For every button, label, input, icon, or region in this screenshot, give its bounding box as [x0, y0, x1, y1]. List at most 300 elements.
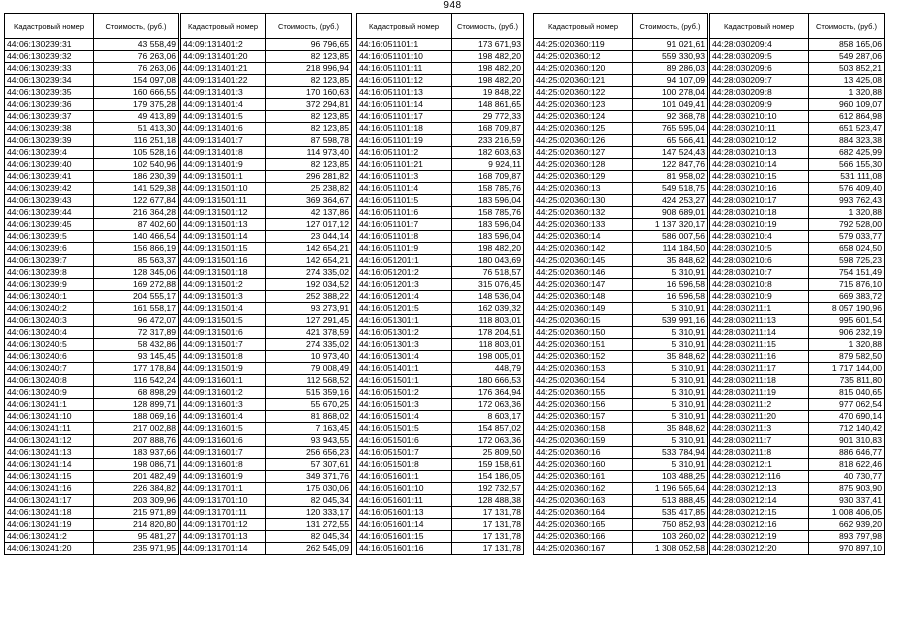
table-row — [181, 99, 352, 111]
cost-cell: 100 278,04 — [633, 87, 708, 99]
cadastral-number-cell: 44:28:030211:19 — [710, 387, 809, 399]
table-row — [534, 87, 708, 99]
cadastral-number-cell: 44:06:130240:4 — [5, 327, 94, 339]
cadastral-number-cell: 44:25:020360:120 — [534, 63, 633, 75]
cadastral-number-cell: 44:25:020360:148 — [534, 291, 633, 303]
cost-cell: 42 137,86 — [266, 207, 352, 219]
cost-cell: 1 308 052,58 — [633, 543, 708, 555]
cost-cell: 87 402,60 — [94, 219, 179, 231]
cadastral-number-cell: 44:09:131501:2 — [181, 279, 266, 291]
cost-cell: 82 123,85 — [266, 51, 352, 63]
cadastral-number-cell: 44:06:130239:42 — [5, 183, 94, 195]
cadastral-number-cell: 44:25:020360:156 — [534, 399, 633, 411]
cadastral-number-cell: 44:09:131601:4 — [181, 411, 266, 423]
cadastral-number-cell: 44:09:131501:8 — [181, 351, 266, 363]
table-row — [534, 531, 708, 543]
cost-cell: 175 030,06 — [266, 483, 352, 495]
cadastral-number-cell: 44:25:020360:163 — [534, 495, 633, 507]
cost-cell: 586 007,56 — [633, 231, 708, 243]
table-row — [181, 447, 352, 459]
table-row — [710, 423, 885, 435]
cadastral-number-cell: 44:09:131401:5 — [181, 111, 266, 123]
cadastral-number-cell: 44:06:130239:6 — [5, 243, 94, 255]
table-row — [5, 471, 179, 483]
table-row — [357, 339, 524, 351]
cost-cell: 906 232,19 — [809, 327, 885, 339]
cadastral-number-cell: 44:25:020360:129 — [534, 171, 633, 183]
cost-cell: 651 523,47 — [809, 123, 885, 135]
table-row — [181, 255, 352, 267]
cost-table-1 — [4, 13, 179, 555]
cadastral-number-cell: 44:28:030212:1 — [710, 459, 809, 471]
cost-cell: 815 040,65 — [809, 387, 885, 399]
cost-cell: 154 857,02 — [452, 423, 524, 435]
cadastral-number-cell: 44:28:030210:19 — [710, 219, 809, 231]
table-row — [710, 39, 885, 51]
cadastral-number-cell: 44:25:020360:15 — [534, 315, 633, 327]
cadastral-number-cell: 44:06:130239:43 — [5, 195, 94, 207]
cost-cell: 662 939,20 — [809, 519, 885, 531]
cadastral-number-cell: 44:28:030210:10 — [710, 111, 809, 123]
cost-cell: 207 888,76 — [94, 435, 179, 447]
cost-table-3 — [356, 13, 524, 555]
table-row — [534, 75, 708, 87]
table-row — [5, 339, 179, 351]
table-row — [5, 423, 179, 435]
table-row — [710, 531, 885, 543]
cadastral-number-cell: 44:25:020360:128 — [534, 159, 633, 171]
cadastral-number-cell: 44:06:130239:41 — [5, 171, 94, 183]
cadastral-number-cell: 44:06:130241:13 — [5, 447, 94, 459]
cost-cell: 51 413,30 — [94, 123, 179, 135]
cost-cell: 131 272,55 — [266, 519, 352, 531]
cadastral-number-cell: 44:09:131501:1 — [181, 171, 266, 183]
cadastral-number-cell: 44:16:051101:9 — [357, 243, 452, 255]
cadastral-number-cell: 44:06:130241:16 — [5, 483, 94, 495]
cost-cell: 235 971,95 — [94, 543, 179, 555]
cadastral-number-cell: 44:25:020360:146 — [534, 267, 633, 279]
cadastral-number-cell: 44:28:030209:4 — [710, 39, 809, 51]
table-row — [534, 195, 708, 207]
table-row — [534, 219, 708, 231]
cost-cell: 116 251,18 — [94, 135, 179, 147]
cost-cell: 1 320,88 — [809, 339, 885, 351]
table-row — [357, 447, 524, 459]
cadastral-number-cell: 44:06:130241:19 — [5, 519, 94, 531]
table-row — [5, 399, 179, 411]
table-row — [534, 147, 708, 159]
cost-cell: 23 044,14 — [266, 231, 352, 243]
table-row — [357, 159, 524, 171]
cadastral-number-cell: 44:28:030211:14 — [710, 327, 809, 339]
cadastral-number-cell: 44:09:131501:11 — [181, 195, 266, 207]
cadastral-number-cell: 44:25:020360:153 — [534, 363, 633, 375]
cadastral-number-cell: 44:25:020360:159 — [534, 435, 633, 447]
cadastral-number-cell: 44:09:131601:7 — [181, 447, 266, 459]
table-row — [534, 483, 708, 495]
cadastral-number-cell: 44:28:030211:18 — [710, 375, 809, 387]
cadastral-number-cell: 44:28:030209:5 — [710, 51, 809, 63]
table-row — [5, 279, 179, 291]
table-row — [5, 39, 179, 51]
table-header-row — [710, 14, 885, 39]
cost-cell: 559 330,93 — [633, 51, 708, 63]
cadastral-number-cell: 44:09:131501:16 — [181, 255, 266, 267]
table-row — [710, 387, 885, 399]
cost-cell: 13 425,08 — [809, 75, 885, 87]
table-row — [357, 375, 524, 387]
table-row — [357, 483, 524, 495]
cost-cell: 875 903,90 — [809, 483, 885, 495]
cadastral-number-cell: 44:09:131501:6 — [181, 327, 266, 339]
cost-cell: 161 558,17 — [94, 303, 179, 315]
table-row — [534, 267, 708, 279]
cost-cell: 226 384,82 — [94, 483, 179, 495]
cadastral-number-cell: 44:16:051101:13 — [357, 87, 452, 99]
cadastral-number-cell: 44:09:131601:2 — [181, 387, 266, 399]
table-row — [5, 291, 179, 303]
table-row — [710, 351, 885, 363]
cost-cell: 513 888,45 — [633, 495, 708, 507]
cadastral-number-cell: 44:06:130241:2 — [5, 531, 94, 543]
cost-cell: 118 803,01 — [452, 315, 524, 327]
cost-cell: 179 375,28 — [94, 99, 179, 111]
cost-cell: 908 689,01 — [633, 207, 708, 219]
cost-cell: 168 709,87 — [452, 123, 524, 135]
cost-cell: 182 603,63 — [452, 147, 524, 159]
table-row — [5, 111, 179, 123]
cadastral-number-cell: 44:09:131701:13 — [181, 531, 266, 543]
table-row — [710, 507, 885, 519]
cost-cell: 669 383,72 — [809, 291, 885, 303]
cadastral-number-cell: 44:28:030209:6 — [710, 63, 809, 75]
cost-cell: 96 472,07 — [94, 315, 179, 327]
cost-cell: 142 654,21 — [266, 243, 352, 255]
header-cost: Стоимость, (руб.) — [266, 14, 352, 39]
cost-cell: 531 111,08 — [809, 171, 885, 183]
cost-cell: 515 359,16 — [266, 387, 352, 399]
cadastral-number-cell: 44:09:131501:7 — [181, 339, 266, 351]
cost-cell: 127 017,12 — [266, 219, 352, 231]
table-row — [357, 39, 524, 51]
cadastral-number-cell: 44:25:020360:125 — [534, 123, 633, 135]
cost-cell: 177 178,84 — [94, 363, 179, 375]
cost-cell: 176 364,94 — [452, 387, 524, 399]
cadastral-number-cell: 44:16:051101:6 — [357, 207, 452, 219]
cadastral-number-cell: 44:16:051601:14 — [357, 519, 452, 531]
table-row — [357, 183, 524, 195]
cost-cell: 35 848,62 — [633, 351, 708, 363]
cost-cell: 178 204,51 — [452, 327, 524, 339]
cost-cell: 128 345,06 — [94, 267, 179, 279]
cadastral-number-cell: 44:28:030211:7 — [710, 435, 809, 447]
cadastral-number-cell: 44:28:030210:7 — [710, 267, 809, 279]
table-row — [710, 471, 885, 483]
cadastral-number-cell: 44:28:030211:16 — [710, 351, 809, 363]
table-row — [357, 411, 524, 423]
table-row — [534, 231, 708, 243]
table-row — [357, 279, 524, 291]
table-row — [357, 255, 524, 267]
table-row — [181, 519, 352, 531]
table-row — [181, 303, 352, 315]
table-row — [5, 123, 179, 135]
table-row — [5, 363, 179, 375]
cost-cell: 169 272,88 — [94, 279, 179, 291]
table-row — [181, 363, 352, 375]
cost-cell: 173 671,93 — [452, 39, 524, 51]
cost-cell: 1 717 144,00 — [809, 363, 885, 375]
cadastral-number-cell: 44:25:020360:124 — [534, 111, 633, 123]
cost-cell: 112 568,52 — [266, 375, 352, 387]
cost-cell: 81 958,02 — [633, 171, 708, 183]
cost-cell: 180 043,69 — [452, 255, 524, 267]
cost-cell: 76 518,57 — [452, 267, 524, 279]
cost-cell: 369 364,67 — [266, 195, 352, 207]
table-row — [710, 99, 885, 111]
cost-cell: 215 971,89 — [94, 507, 179, 519]
cost-cell: 16 596,58 — [633, 291, 708, 303]
cadastral-number-cell: 44:09:131401:2 — [181, 39, 266, 51]
table-row — [5, 351, 179, 363]
header-cadastral-number: Кадастровый номер — [534, 14, 633, 39]
cadastral-number-cell: 44:16:051101:14 — [357, 99, 452, 111]
cost-cell: 7 163,45 — [266, 423, 352, 435]
cost-cell: 256 656,23 — [266, 447, 352, 459]
cadastral-number-cell: 44:09:131701:12 — [181, 519, 266, 531]
cadastral-number-cell: 44:09:131601:5 — [181, 423, 266, 435]
cadastral-number-cell: 44:28:030210:4 — [710, 231, 809, 243]
cadastral-number-cell: 44:28:030209:9 — [710, 99, 809, 111]
cost-cell: 8 057 190,96 — [809, 303, 885, 315]
cost-cell: 765 595,04 — [633, 123, 708, 135]
cost-cell: 598 725,23 — [809, 255, 885, 267]
cadastral-number-cell: 44:06:130239:33 — [5, 63, 94, 75]
cost-cell: 89 286,03 — [633, 63, 708, 75]
cost-cell: 5 310,91 — [633, 327, 708, 339]
table-row — [357, 399, 524, 411]
table-row — [5, 543, 179, 555]
table-row — [5, 483, 179, 495]
cadastral-number-cell: 44:06:130239:36 — [5, 99, 94, 111]
cost-cell: 216 364,28 — [94, 207, 179, 219]
cadastral-number-cell: 44:06:130241:17 — [5, 495, 94, 507]
cadastral-number-cell: 44:16:051101:19 — [357, 135, 452, 147]
cost-cell: 58 432,86 — [94, 339, 179, 351]
table-row — [5, 375, 179, 387]
cost-cell: 296 281,82 — [266, 171, 352, 183]
cost-cell: 25 238,82 — [266, 183, 352, 195]
table-row — [534, 339, 708, 351]
cost-cell: 116 542,24 — [94, 375, 179, 387]
table-row — [534, 495, 708, 507]
cadastral-number-cell: 44:28:030212:16 — [710, 519, 809, 531]
cost-cell: 901 310,83 — [809, 435, 885, 447]
cadastral-number-cell: 44:25:020360:167 — [534, 543, 633, 555]
cadastral-number-cell: 44:25:020360:154 — [534, 375, 633, 387]
cadastral-number-cell: 44:06:130239:8 — [5, 267, 94, 279]
cadastral-number-cell: 44:06:130239:31 — [5, 39, 94, 51]
table-row — [357, 51, 524, 63]
cost-cell: 198 005,01 — [452, 351, 524, 363]
cadastral-number-cell: 44:25:020360:132 — [534, 207, 633, 219]
cost-cell: 5 310,91 — [633, 375, 708, 387]
table-row — [181, 483, 352, 495]
table-row — [357, 543, 524, 555]
table-row — [181, 87, 352, 99]
table-row — [710, 171, 885, 183]
cost-cell: 154 186,05 — [452, 471, 524, 483]
table-row — [357, 507, 524, 519]
table-row — [5, 51, 179, 63]
cadastral-number-cell: 44:25:020360:16 — [534, 447, 633, 459]
table-row — [710, 483, 885, 495]
table-row — [710, 75, 885, 87]
table-row — [357, 267, 524, 279]
cost-cell: 5 310,91 — [633, 435, 708, 447]
table-row — [710, 543, 885, 555]
table-row — [181, 387, 352, 399]
table-row — [357, 195, 524, 207]
cadastral-number-cell: 44:28:030210:6 — [710, 255, 809, 267]
cost-cell: 970 897,10 — [809, 543, 885, 555]
cadastral-number-cell: 44:09:131401:4 — [181, 99, 266, 111]
table-row — [181, 435, 352, 447]
table-row — [534, 159, 708, 171]
cadastral-number-cell: 44:25:020360:13 — [534, 183, 633, 195]
cadastral-number-cell: 44:28:030211:13 — [710, 315, 809, 327]
cadastral-number-cell: 44:09:131401:8 — [181, 147, 266, 159]
table-row — [357, 531, 524, 543]
cadastral-number-cell: 44:06:130239:32 — [5, 51, 94, 63]
table-row — [710, 111, 885, 123]
cadastral-number-cell: 44:25:020360:123 — [534, 99, 633, 111]
cadastral-number-cell: 44:28:030211:15 — [710, 339, 809, 351]
cadastral-number-cell: 44:06:130239:40 — [5, 159, 94, 171]
cadastral-number-cell: 44:16:051201:2 — [357, 267, 452, 279]
cadastral-number-cell: 44:28:030211:8 — [710, 447, 809, 459]
cadastral-number-cell: 44:16:051401:1 — [357, 363, 452, 375]
table-row — [357, 99, 524, 111]
cost-cell: 5 310,91 — [633, 267, 708, 279]
cost-cell: 192 732,57 — [452, 483, 524, 495]
table-row — [5, 207, 179, 219]
cost-cell: 192 034,52 — [266, 279, 352, 291]
cost-cell: 549 518,75 — [633, 183, 708, 195]
table-row — [534, 543, 708, 555]
cost-cell: 5 310,91 — [633, 459, 708, 471]
cost-cell: 198 482,20 — [452, 51, 524, 63]
table-row — [181, 291, 352, 303]
cost-cell: 203 309,96 — [94, 495, 179, 507]
cost-cell: 682 425,99 — [809, 147, 885, 159]
cost-cell: 5 310,91 — [633, 411, 708, 423]
cadastral-number-cell: 44:28:030210:12 — [710, 135, 809, 147]
cadastral-number-cell: 44:28:030209:8 — [710, 87, 809, 99]
cadastral-number-cell: 44:16:051501:3 — [357, 399, 452, 411]
cadastral-number-cell: 44:06:130239:35 — [5, 87, 94, 99]
cadastral-number-cell: 44:09:131401:7 — [181, 135, 266, 147]
cost-cell: 884 323,38 — [809, 135, 885, 147]
cost-cell: 76 263,06 — [94, 63, 179, 75]
table-row — [181, 411, 352, 423]
table-row — [710, 459, 885, 471]
cadastral-number-cell: 44:06:130241:10 — [5, 411, 94, 423]
cost-cell: 977 062,54 — [809, 399, 885, 411]
cost-cell: 204 555,17 — [94, 291, 179, 303]
table-row — [5, 507, 179, 519]
cadastral-number-cell: 44:06:130241:18 — [5, 507, 94, 519]
table-row — [5, 435, 179, 447]
cadastral-number-cell: 44:06:130240:5 — [5, 339, 94, 351]
table-row — [710, 339, 885, 351]
cost-cell: 85 563,37 — [94, 255, 179, 267]
cadastral-number-cell: 44:09:131601:9 — [181, 471, 266, 483]
cadastral-number-cell: 44:25:020360:133 — [534, 219, 633, 231]
cost-cell: 712 140,42 — [809, 423, 885, 435]
cost-cell: 183 596,04 — [452, 219, 524, 231]
cost-cell: 198 482,20 — [452, 63, 524, 75]
table-row — [710, 399, 885, 411]
cost-cell: 960 109,07 — [809, 99, 885, 111]
table-row — [710, 123, 885, 135]
cost-cell: 183 596,04 — [452, 231, 524, 243]
cost-cell: 170 160,63 — [266, 87, 352, 99]
cadastral-number-cell: 44:25:020360:126 — [534, 135, 633, 147]
cadastral-number-cell: 44:06:130241:20 — [5, 543, 94, 555]
cost-cell: 539 991,16 — [633, 315, 708, 327]
table-row — [534, 111, 708, 123]
table-row — [357, 135, 524, 147]
cost-cell: 172 063,36 — [452, 435, 524, 447]
cadastral-number-cell: 44:25:020360:12 — [534, 51, 633, 63]
cost-cell: 118 803,01 — [452, 339, 524, 351]
cost-cell: 94 107,09 — [633, 75, 708, 87]
cost-cell: 198 086,71 — [94, 459, 179, 471]
cost-cell: 735 811,80 — [809, 375, 885, 387]
cadastral-number-cell: 44:25:020360:162 — [534, 483, 633, 495]
cadastral-number-cell: 44:28:030212:13 — [710, 483, 809, 495]
table-row — [710, 291, 885, 303]
cadastral-number-cell: 44:09:131501:14 — [181, 231, 266, 243]
table-row — [181, 135, 352, 147]
cost-cell: 5 310,91 — [633, 303, 708, 315]
table-row — [534, 519, 708, 531]
cost-cell: 92 368,78 — [633, 111, 708, 123]
table-row — [181, 147, 352, 159]
table-row — [181, 507, 352, 519]
cost-cell: 55 670,25 — [266, 399, 352, 411]
cost-cell: 168 709,87 — [452, 171, 524, 183]
cost-cell: 103 488,25 — [633, 471, 708, 483]
cadastral-number-cell: 44:16:051101:7 — [357, 219, 452, 231]
table-row — [534, 135, 708, 147]
header-cadastral-number: Кадастровый номер — [357, 14, 452, 39]
cost-cell: 128 488,38 — [452, 495, 524, 507]
cost-cell: 8 603,17 — [452, 411, 524, 423]
cadastral-number-cell: 44:25:020360:127 — [534, 147, 633, 159]
table-row — [357, 243, 524, 255]
cost-cell: 148 861,65 — [452, 99, 524, 111]
cadastral-number-cell: 44:06:130241:15 — [5, 471, 94, 483]
cost-cell: 82 123,85 — [266, 123, 352, 135]
table-row — [181, 459, 352, 471]
cadastral-number-cell: 44:28:030210:5 — [710, 243, 809, 255]
cost-cell: 101 049,41 — [633, 99, 708, 111]
cost-cell: 172 063,36 — [452, 399, 524, 411]
cadastral-number-cell: 44:25:020360:145 — [534, 255, 633, 267]
cost-cell: 114 184,50 — [633, 243, 708, 255]
